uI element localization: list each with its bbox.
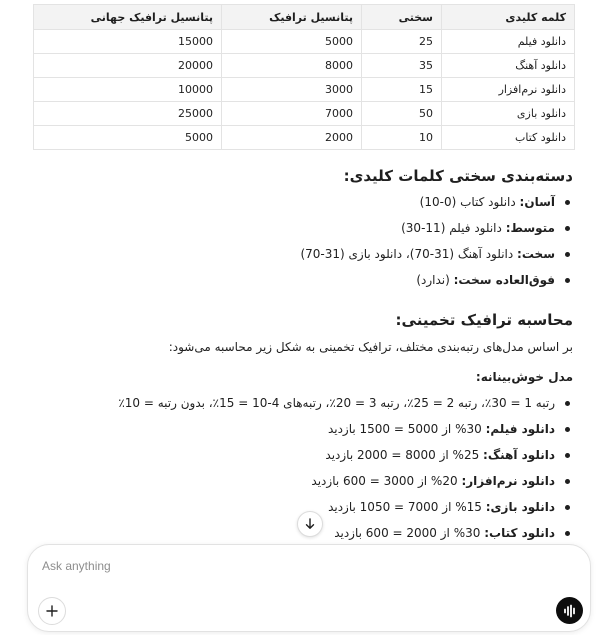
traffic-heading: محاسبه ترافیک تخمینی: [395,311,573,329]
table-cell: 25000 [34,102,222,126]
table-cell: 2000 [222,126,362,150]
list-item [33,271,573,289]
list-item-label: سخت: [517,247,555,261]
list-item [33,446,573,464]
table-row [34,126,575,150]
table-cell: دانلود بازی [442,102,575,126]
list-item-text: 20% از 3000 = 600 بازدید [311,474,462,488]
list-item-text: 30% از 5000 = 1500 بازدید [327,422,486,436]
list-item-text: دانلود فیلم (11-30) [401,221,506,235]
difficulty-section [33,166,573,186]
traffic-intro: بر اساس مدل‌های رتبه‌بندی مختلف، ترافیک تخمینی به شکل زیر محاسبه می‌شود: [168,340,573,354]
list-item-label: فوق‌العاده سخت: [453,273,555,287]
table-cell: 7000 [222,102,362,126]
list-item [33,472,573,490]
table-header-traffic: پتانسیل ترافیک [222,5,362,30]
difficulty-heading: دسته‌بندی سختی کلمات کلیدی: [343,167,573,185]
list-item-label: دانلود بازی: [485,500,555,514]
table-cell: 25 [362,30,442,54]
prompt-input[interactable] [40,555,544,577]
table-header-keyword: کلمه کلیدی [442,5,575,30]
list-item-text: دانلود کتاب (0-10) [419,195,520,209]
table-row [34,54,575,78]
list-item-label: دانلود کتاب: [484,526,555,540]
table-cell: 15000 [34,30,222,54]
difficulty-list [33,193,573,289]
table-header-difficulty: سختی [362,5,442,30]
table-cell: دانلود فیلم [442,30,575,54]
list-item [33,193,573,211]
table-cell: 10 [362,126,442,150]
list-item [33,245,573,263]
list-item-label: متوسط: [505,221,555,235]
table-cell: 5000 [34,126,222,150]
list-item-label: آسان: [519,195,555,209]
table-cell: 5000 [222,30,362,54]
voice-mode-button[interactable] [556,597,583,624]
table-cell: دانلود کتاب [442,126,575,150]
list-item-text: دانلود آهنگ (31-70)، دانلود بازی (31-70) [300,247,518,261]
table-cell: 20000 [34,54,222,78]
table-cell: 10000 [34,78,222,102]
list-item-text: (ندارد) [416,273,454,287]
traffic-section [33,310,573,330]
table-row [34,30,575,54]
list-item-label: دانلود فیلم: [485,422,555,436]
keywords-table [33,4,575,150]
table-cell: 3000 [222,78,362,102]
traffic-intro-block [33,338,573,356]
table-cell: 15 [362,78,442,102]
table-cell: دانلود نرم‌افزار [442,78,575,102]
table-header-row [34,5,575,30]
list-item [33,420,573,438]
table-row [34,78,575,102]
table-row [34,102,575,126]
voice-waveform-icon [563,604,577,618]
plus-icon [46,605,58,617]
add-attachment-button[interactable] [38,597,66,625]
rank-percentages: رتبه 1 = 30٪، رتبه 2 = 25٪، رتبه 3 = 20٪، رتبه‌های 4-10 = 15٪، بدون رتبه = 10٪ [118,396,555,410]
list-item [33,394,573,412]
table-cell: دانلود آهنگ [442,54,575,78]
table-header-global-traffic: پتانسیل ترافیک جهانی [34,5,222,30]
scroll-down-button[interactable] [297,511,323,537]
list-item-label: دانلود نرم‌افزار: [461,474,555,488]
list-item-text: 30% از 2000 = 600 بازدید [334,526,485,540]
model-block [33,368,573,386]
prompt-composer [27,544,591,632]
list-item-text: 15% از 7000 = 1050 بازدید [328,500,486,514]
list-item-text: 25% از 8000 = 2000 بازدید [325,448,484,462]
table-cell: 8000 [222,54,362,78]
list-item-label: دانلود آهنگ: [483,448,555,462]
table-cell: 35 [362,54,442,78]
model-heading: مدل خوش‌بینانه: [475,370,573,384]
table-cell: 50 [362,102,442,126]
arrow-down-icon [304,518,316,530]
list-item [33,219,573,237]
